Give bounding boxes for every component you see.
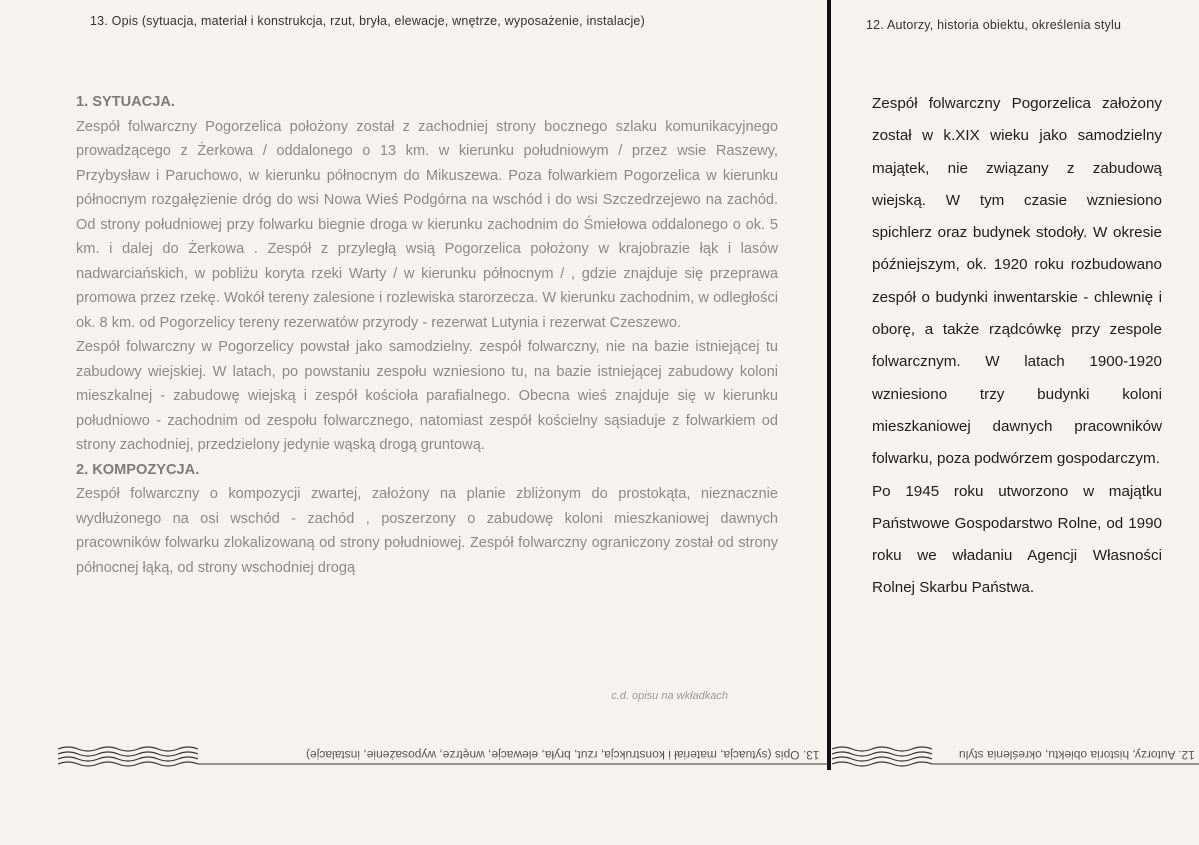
history-body <box>872 88 1162 605</box>
section-situation-paragraph-1: Zespół folwarczny Pogorzelica położony został z zachodniej strony bocznego szlaku komunikacyjnego prowadzącego z Żerkowa / oddalonego o 13 km. w kierunku południowym / przez wsie Raszewy, Przybysław i Paruchowo, w kierunku północnym do Mikuszewa. Poza folwarkiem Pogorzelica w kierunku północnym rozgałęzienie dróg do wsi Nowa Wieś Podgórna na wschód i do wsi Szczedrzejewo na zachód. Od strony południowej przy folwarku biegnie droga w kierunku zachodnim do Śmiełowa oddalonego o ok. 5 km. i dalej do Żerkowa . Zespół z przyległą wsią Pogorzelica położony w krajobrazie łąk i lasów nadwarciańskich, w pobliżu koryta rzeki Warty / w kierunku północnym / , gdzie znajduje się przeprawa promowa przez rzekę. Wokół tereny zalesione i rozlewiska starorzecza. W kierunku zachodnim, w odległości ok. 8 km. od Pogorzelicy tereny rezerwatów przyrody - rezerwat Lutynia i rezerwat Czeszewo. <box>76 118 778 331</box>
section-situation-title: 1. SYTUACJA. <box>76 94 175 110</box>
footer-strip-right <box>832 744 1199 770</box>
section-composition-paragraph: Zespół folwarczny o kompozycji zwartej, założony na planie zbliżonym do prostokąta, nieznacznie wydłużonego na osi wschód - zachód , poszerzony o zabudowę koloni mieszkaniowej dawnych pracowników folwarku zlokalizowaną od strony południowej. Zespół folwarczny ograniczony został od strony północnej łąką, od strony wschodniej drogą <box>76 486 778 576</box>
footer-mirrored-label-right: 12. Autorzy, historia obiektu, określenia stylu <box>959 748 1195 762</box>
section-composition-title: 2. KOMPOZYCJA. <box>76 461 200 478</box>
footer-mirrored-label-left: 13. Opis (sytuacja, materiał i konstrukcja, rzut, bryła, elewacje, wnętrze, wyposażenie, instalacje) <box>306 748 820 762</box>
history-header: 12. Autorzy, historia obiektu, określenia stylu <box>866 18 1122 32</box>
history-paragraph-1: Zespół folwarczny Pogorzelica założony został w k.XIX wieku jako samodzielny majątek, nie związany z zabudową wiejską. W tym czasie wzniesiono spichlerz oraz budynek stodoły. W okresie późniejszym, ok. 1920 roku rozbudowano zespół o budynki inwentarskie - chlewnię i oborę, a także rządcówkę przy zespole folwarcznym. W latach 1900-1920 wzniesiono trzy budynki koloni mieszkaniowej dawnych pracowników folwarku, poza podwórzem gospodarczym. <box>872 95 1162 468</box>
section-situation-paragraph-2: Zespół folwarczny w Pogorzelicy powstał jako samodzielny. zespół folwarczny, nie na bazie istniejącej tu zabudowy wiejskiej. W latach, po powstaniu zespołu wzniesiono tu, na bazie istniejącej zabudowy koloni mieszkalnej - zabudowę wiejską i zespół kościoła parafialnego. Obecna wieś znajduje się w kierunku południowo - zachodnim od zespołu folwarcznego, natomiast zespół kościelny sąsiaduje z folwarkiem od strony zachodniej, przedzielony jedynie wąską drogą gruntową. <box>76 339 778 453</box>
continuation-note: c.d. opisu na wkładkach <box>611 690 728 702</box>
footer-strip-left <box>58 744 828 770</box>
column-divider <box>827 0 831 770</box>
history-paragraph-2: Po 1945 roku utworzono w majątku Państwowe Gospodarstwo Rolne, od 1990 roku we władaniu Agencji Własności Rolnej Skarbu Państwa. <box>872 482 1162 597</box>
history-panel <box>832 0 1199 845</box>
description-body <box>76 90 778 580</box>
description-header: 13. Opis (sytuacja, materiał i konstrukcja, rzut, bryła, elewacje, wnętrze, wyposażenie, instalacje) <box>90 14 645 28</box>
